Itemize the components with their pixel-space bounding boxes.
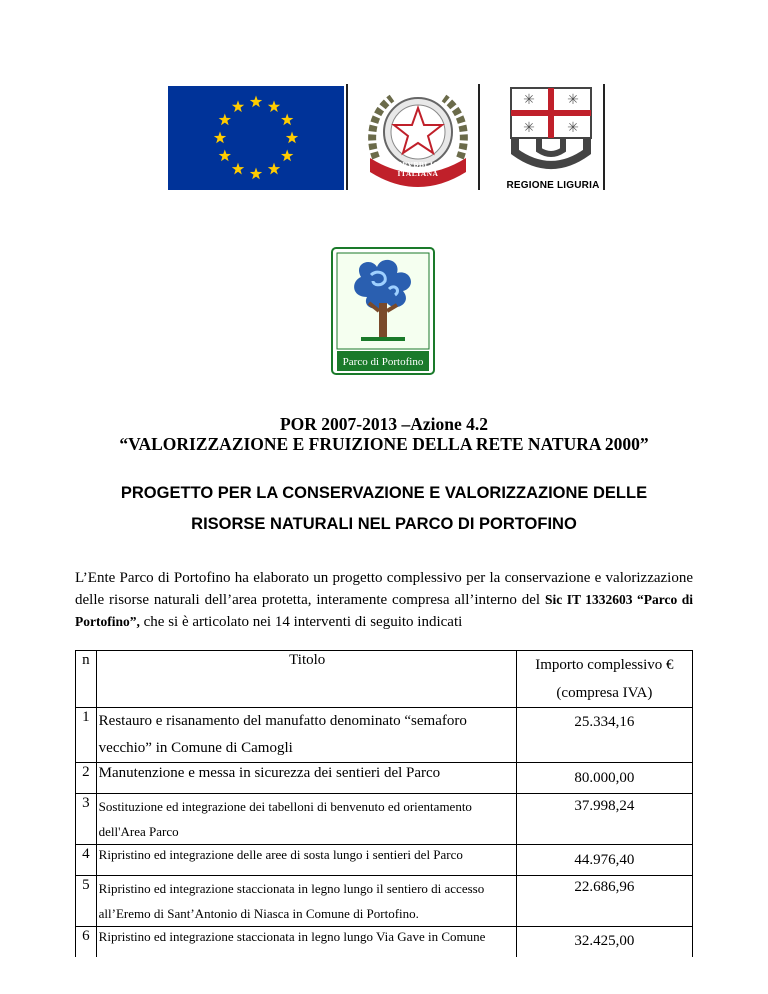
- svg-text:✳: ✳: [567, 92, 579, 108]
- intro-paragraph: [75, 567, 693, 633]
- row-number: 1: [76, 708, 97, 763]
- programme-title: POR 2007-2013 –Azione 4.2: [279, 414, 489, 434]
- eu-flag-logo: [168, 86, 344, 190]
- table-row: [76, 708, 693, 763]
- svg-text:✳: ✳: [567, 120, 579, 136]
- intro-text-b: che si è articolato nei 14 interventi di seguito indicati: [139, 614, 463, 630]
- logo-divider: [603, 84, 605, 190]
- header-n: n: [76, 651, 97, 708]
- row-title: Ripristino ed integrazione staccionata in legno lungo il sentiero di accesso all’Eremo di Sant’Antonio di Niasca in Comune di Portofino.: [96, 876, 516, 927]
- table-row: [76, 845, 693, 876]
- row-amount: 44.976,40: [516, 845, 692, 876]
- intro-text-a: L’Ente Parco di Portofino ha elaborato un progetto complessivo per la conservazione e valorizzazione delle risorse naturali dell’area protetta, interamente compresa all’interno del: [75, 570, 693, 608]
- table-row: [76, 763, 693, 794]
- svg-text:✳: ✳: [523, 92, 535, 108]
- row-number: 5: [76, 876, 97, 927]
- row-number: 4: [76, 845, 97, 876]
- row-amount: 37.998,24: [516, 794, 692, 845]
- italian-republic-emblem: [362, 88, 474, 192]
- logo-divider: [478, 84, 480, 190]
- intro-sic-reference: Sic IT 1332603 “Parco di Portofino”,: [75, 592, 693, 629]
- table-header-row: [76, 651, 693, 708]
- table-row: [76, 927, 693, 958]
- row-amount: 80.000,00: [516, 763, 692, 794]
- row-amount: 25.334,16: [516, 708, 692, 763]
- row-title: Restauro e risanamento del manufatto denominato “semaforo vecchio” in Comune di Camogli: [96, 708, 516, 763]
- regione-liguria-label: REGIONE LIGURIA: [506, 180, 600, 191]
- row-title: Sostituzione ed integrazione dei tabelloni di benvenuto ed orientamento dell'Area Parco: [96, 794, 516, 845]
- programme-subtitle: “VALORIZZAZIONE E FRUIZIONE DELLA RETE NATURA 2000”: [119, 434, 649, 454]
- project-title-line2: RISORSE NATURALI NEL PARCO DI PORTOFINO: [191, 515, 577, 533]
- row-title: Ripristino ed integrazione delle aree di sosta lungo i sentieri del Parco: [96, 845, 516, 876]
- header-amount-label: Importo complessivo €: [535, 657, 674, 673]
- logo-divider: [346, 84, 348, 190]
- parco-logo-label: Parco di Portofino: [342, 356, 424, 368]
- table-row: [76, 794, 693, 845]
- header-title: Titolo: [96, 651, 516, 708]
- svg-text:✳: ✳: [523, 120, 535, 136]
- row-number: 3: [76, 794, 97, 845]
- row-amount: 22.686,96: [516, 876, 692, 927]
- row-number: 2: [76, 763, 97, 794]
- header-amount-note: (compresa IVA): [556, 685, 653, 701]
- table-row: [76, 876, 693, 927]
- header-amount: [516, 651, 692, 708]
- emblem-ribbon-text: REPVBBLICA ITALIANA: [390, 160, 446, 178]
- interventions-table: [75, 650, 693, 957]
- row-title: Ripristino ed integrazione staccionata in legno lungo Via Gave in Comune: [96, 927, 516, 958]
- project-title-line1: PROGETTO PER LA CONSERVAZIONE E VALORIZZAZIONE DELLE: [120, 484, 648, 502]
- row-number: 6: [76, 927, 97, 958]
- row-amount: 32.425,00: [516, 927, 692, 958]
- row-title: Manutenzione e messa in sicurezza dei sentieri del Parco: [96, 763, 516, 794]
